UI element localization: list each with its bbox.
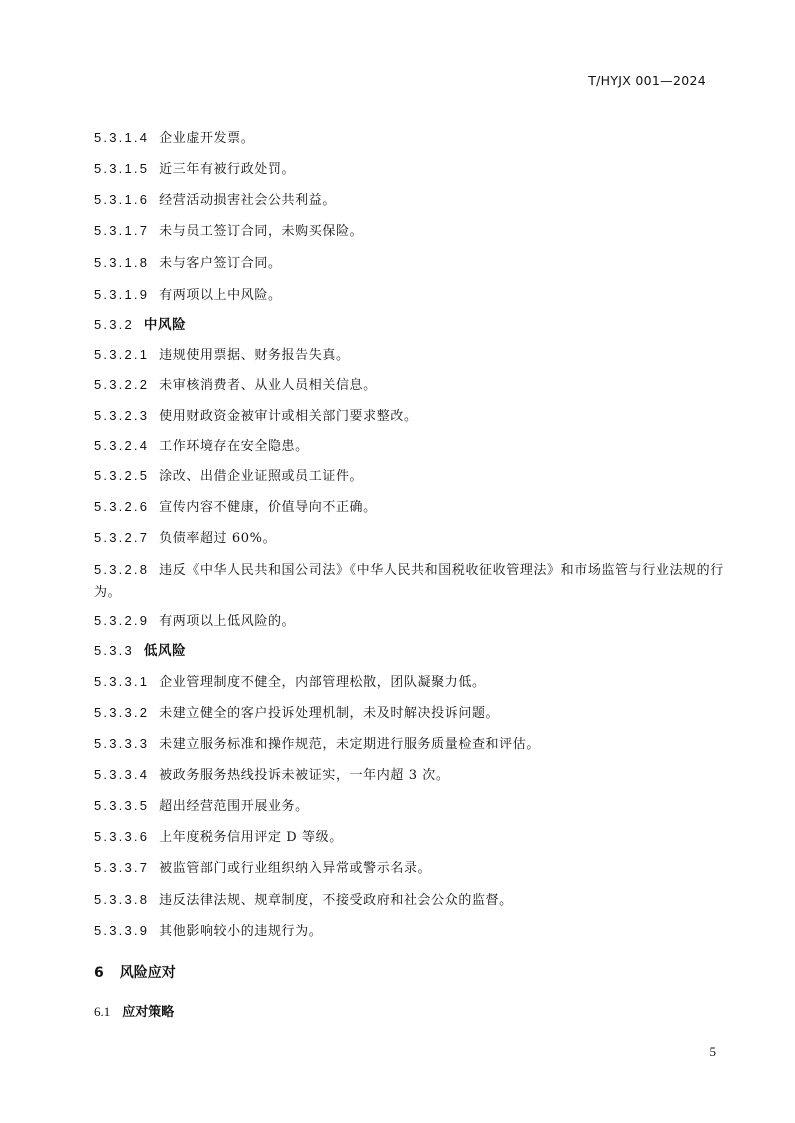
heading-title: 低风险 [143, 643, 187, 659]
clause-5-3-2-3 [94, 405, 724, 428]
heading-medium-risk [94, 314, 724, 337]
subsection-title: 应对策略 [122, 1005, 175, 1020]
clause-number: 5.3.3.6 [94, 829, 150, 844]
clause-number: 5.3.3.2 [94, 705, 150, 720]
clause-number: 5.3.3.1 [94, 674, 150, 689]
clause-5-3-3-3 [94, 733, 724, 756]
clause-number: 5.3.2.4 [94, 438, 150, 453]
clause-text: 超出经营范围开展业务。 [159, 799, 309, 814]
clause-5-3-2-9 [94, 610, 724, 633]
clause-text: 未与员工签订合同，未购买保险。 [159, 224, 364, 239]
clause-5-3-1-9 [94, 284, 724, 307]
clause-5-3-3-9 [94, 920, 724, 943]
clause-text: 违规使用票据、财务报告失真。 [159, 348, 350, 363]
clause-text: 其他影响较小的违规行为。 [159, 924, 323, 939]
clause-5-3-2-8 [94, 559, 726, 604]
clause-text: 未审核消费者、从业人员相关信息。 [159, 378, 377, 393]
clause-5-3-2-6 [94, 496, 724, 519]
clause-5-3-2-2 [94, 374, 724, 397]
clause-number: 5.3.2.1 [94, 347, 150, 362]
clause-number: 5.3.3.5 [94, 798, 150, 813]
clause-text: 上年度税务信用评定 D 等级。 [159, 830, 343, 845]
clause-text: 工作环境存在安全隐患。 [159, 439, 309, 454]
clause-5-3-3-2 [94, 702, 724, 725]
clause-number: 5.3.1.4 [94, 130, 150, 145]
clause-number: 5.3.1.8 [94, 255, 150, 270]
clause-text: 经营活动损害社会公共利益。 [159, 193, 336, 208]
clause-text: 未建立服务标准和操作规范，未定期进行服务质量检查和评估。 [159, 737, 540, 752]
clause-5-3-2-7 [94, 527, 724, 550]
section-title: 风险应对 [119, 965, 176, 981]
clause-number: 5.3.3.3 [94, 736, 150, 751]
subsection-number: 6.1 [94, 1004, 111, 1019]
clause-text: 有两项以上中风险。 [159, 288, 282, 303]
page-number: 5 [709, 1044, 716, 1059]
clause-text: 有两项以上低风险的。 [159, 614, 296, 629]
clause-number: 5.3.2.3 [94, 408, 150, 423]
clause-5-3-2-4 [94, 435, 724, 458]
clause-5-3-1-4 [94, 127, 724, 150]
clause-number: 5.3.2.6 [94, 499, 150, 514]
section-number: 6 [94, 965, 104, 981]
clause-text: 违反法律法规、规章制度，不接受政府和社会公众的监督。 [159, 893, 513, 908]
clause-5-3-1-8 [94, 252, 724, 275]
clause-number: 5.3.2.9 [94, 613, 150, 628]
clause-text: 近三年有被行政处罚。 [159, 162, 296, 177]
clause-number: 5.3.2.7 [94, 530, 150, 545]
clause-number: 5.3.1.7 [94, 223, 150, 238]
document-code: T/HYJX 001—2024 [588, 73, 706, 88]
clause-5-3-3-7 [94, 857, 724, 880]
clause-number: 5.3.3.7 [94, 860, 150, 875]
subsection-heading-6-1 [94, 1001, 174, 1020]
clause-number: 5.3.1.5 [94, 161, 150, 176]
clause-text: 被政务服务热线投诉未被证实，一年内超 3 次。 [159, 768, 450, 783]
clause-5-3-3-5 [94, 795, 724, 818]
clause-5-3-3-4 [94, 764, 724, 787]
clause-5-3-3-8 [94, 889, 724, 912]
clause-5-3-1-7 [94, 220, 724, 243]
heading-title: 中风险 [143, 317, 187, 333]
clause-number: 5.3.3.9 [94, 923, 150, 938]
clause-5-3-3-1 [94, 671, 724, 694]
clause-text: 企业管理制度不健全，内部管理松散，团队凝聚力低。 [159, 675, 486, 690]
clause-text: 使用财政资金被审计或相关部门要求整改。 [159, 409, 418, 424]
clause-number: 5.3.2.2 [94, 377, 150, 392]
clause-text: 企业虚开发票。 [159, 131, 255, 146]
clause-number: 5.3.2.5 [94, 468, 150, 483]
clause-5-3-1-5 [94, 158, 724, 181]
clause-5-3-2-5 [94, 465, 724, 488]
clause-number: 5.3.2.8 [94, 562, 150, 577]
clause-5-3-2-1 [94, 344, 724, 367]
heading-low-risk [94, 640, 724, 663]
clause-text: 涂改、出借企业证照或员工证件。 [159, 469, 364, 484]
heading-number: 5.3.2 [94, 317, 134, 332]
clause-5-3-1-6 [94, 189, 724, 212]
clause-number: 5.3.3.4 [94, 767, 150, 782]
clause-text: 未与客户签订合同。 [159, 256, 282, 271]
heading-number: 5.3.3 [94, 643, 134, 658]
clause-number: 5.3.1.9 [94, 287, 150, 302]
clause-text: 负债率超过 60%。 [159, 531, 277, 546]
clause-text: 未建立健全的客户投诉处理机制，未及时解决投诉问题。 [159, 706, 500, 721]
clause-number: 5.3.3.8 [94, 892, 150, 907]
clause-text: 宣传内容不健康，价值导向不正确。 [159, 500, 377, 515]
clause-text: 被监管部门或行业组织纳入异常或警示名录。 [159, 861, 432, 876]
clause-text: 违反《中华人民共和国公司法》《中华人民共和国税收征收管理法》和市场监管与行业法规的行为。 [94, 563, 724, 600]
clause-5-3-3-6 [94, 826, 724, 849]
clause-number: 5.3.1.6 [94, 192, 150, 207]
section-heading-6 [94, 962, 176, 982]
